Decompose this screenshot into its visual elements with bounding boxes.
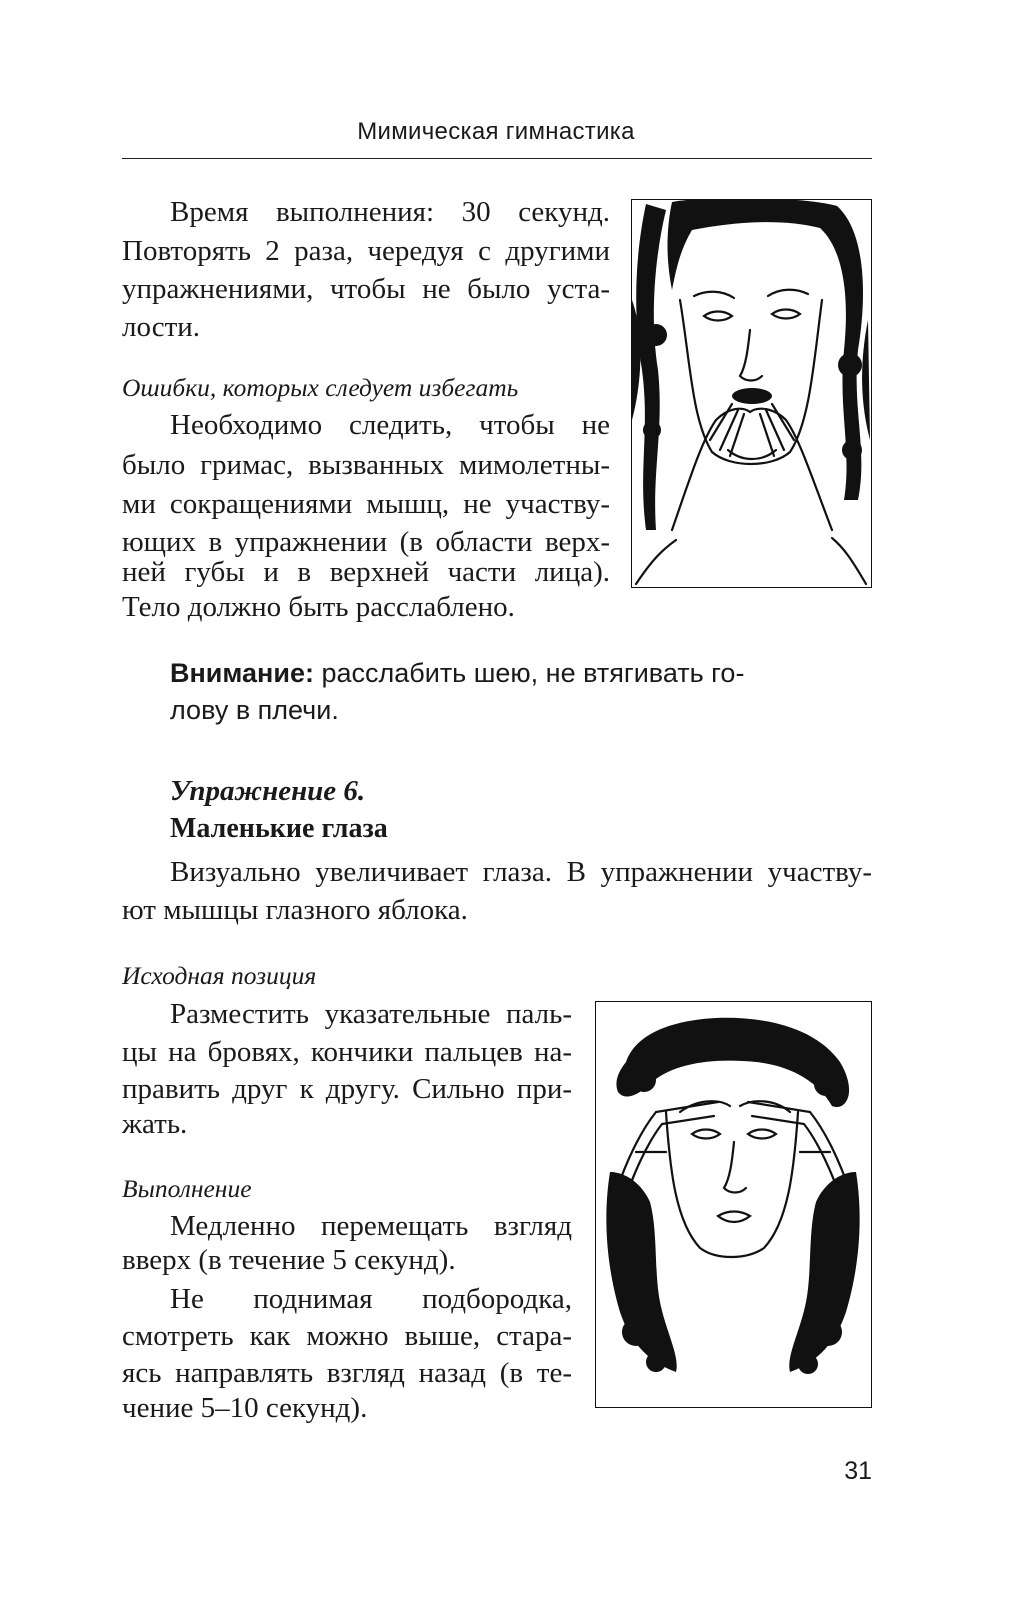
paragraph-line: ми сокращениями мышц, не участву- bbox=[122, 488, 610, 520]
paragraph-line: жать. bbox=[122, 1108, 188, 1140]
face-fingers-brows-drawing bbox=[596, 1002, 870, 1406]
attention-text: расслабить шею, не втягивать го- bbox=[321, 658, 745, 688]
paragraph-line: Время выполнения: 30 секунд. bbox=[170, 196, 610, 228]
exercise-title: Маленькие глаза bbox=[170, 813, 388, 844]
paragraph-line: смотреть как можно выше, стара- bbox=[122, 1320, 572, 1352]
paragraph-line: ют мышцы глазного яблока. bbox=[122, 894, 468, 926]
section-heading-start-position: Исходная позиция bbox=[122, 961, 317, 990]
paragraph-line: Разместить указательные паль- bbox=[170, 998, 572, 1030]
page-number: 31 bbox=[844, 1457, 872, 1485]
paragraph-line: ней губы и в верхней части лица). bbox=[122, 556, 610, 588]
paragraph-line: Необходимо следить, чтобы не bbox=[170, 409, 610, 441]
paragraph-line: лости. bbox=[122, 311, 201, 343]
paragraph-line: Повторять 2 раза, чередуя с другими bbox=[122, 235, 610, 267]
paragraph-line: Тело должно быть расслаблено. bbox=[122, 591, 515, 623]
paragraph-line: вверх (в течение 5 секунд). bbox=[122, 1244, 456, 1276]
paragraph-line: чение 5–10 секунд). bbox=[122, 1392, 368, 1424]
exercise-number: Упражнение 6. bbox=[170, 775, 366, 807]
paragraph-line: ясь направлять взгляд назад (в те- bbox=[122, 1357, 572, 1389]
face-hands-drawing bbox=[632, 200, 870, 586]
section-heading-execution: Выполнение bbox=[122, 1174, 252, 1203]
running-header: Мимическая гимнастика bbox=[357, 118, 635, 145]
paragraph-line: Визуально увеличивает глаза. В упражнении участву- bbox=[170, 856, 872, 888]
paragraph-line: Медленно перемещать взгляд bbox=[170, 1210, 572, 1242]
paragraph-line: править друг к другу. Сильно при- bbox=[122, 1073, 572, 1105]
illustration-eyes-exercise bbox=[595, 1001, 872, 1408]
paragraph-line: упражнениями, чтобы не было уста- bbox=[122, 273, 610, 305]
paragraph-line: Не поднимая подбородка, bbox=[170, 1283, 572, 1315]
attention-line-2: лову в плечи. bbox=[170, 695, 339, 725]
paragraph-line: было гримас, вызванных мимолетны- bbox=[122, 449, 610, 481]
attention-label: Внимание: bbox=[170, 658, 314, 688]
attention-line-1 bbox=[170, 658, 744, 689]
paragraph-line: цы на бровях, кончики пальцев на- bbox=[122, 1036, 572, 1068]
illustration-mouth-exercise bbox=[631, 199, 872, 588]
header-divider bbox=[122, 158, 872, 159]
section-heading-errors: Ошибки, которых следует избегать bbox=[122, 373, 519, 402]
paragraph-line: ющих в упражнении (в области верх- bbox=[122, 526, 610, 558]
